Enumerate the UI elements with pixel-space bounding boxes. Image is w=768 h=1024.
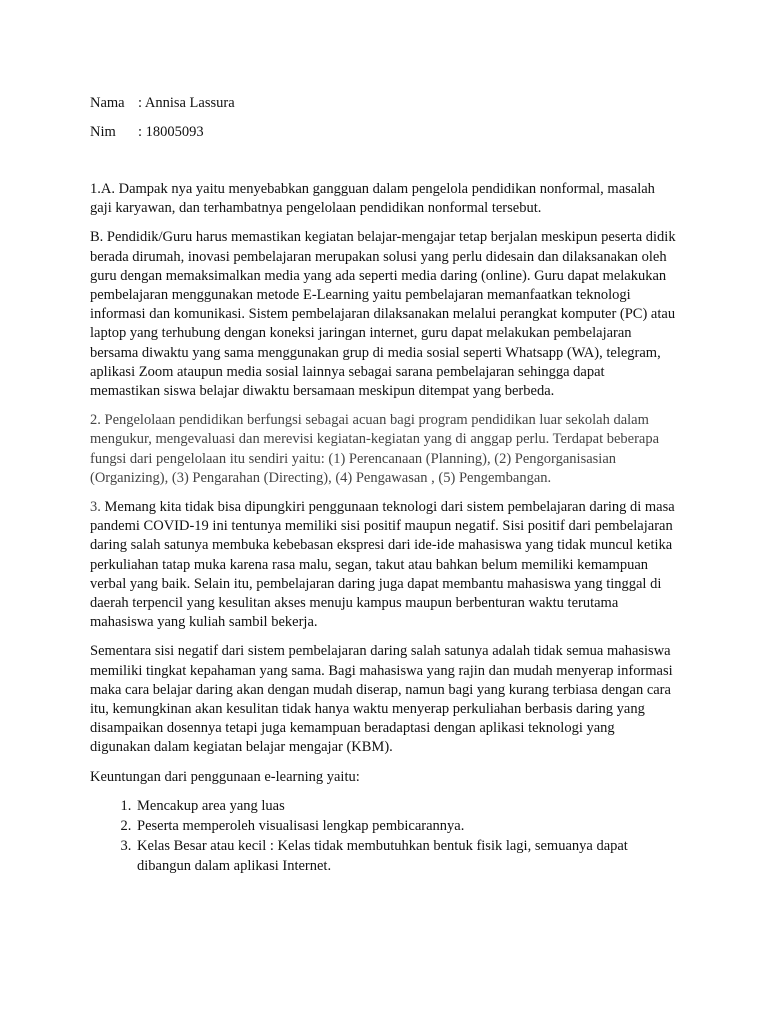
benefits-list [90,797,676,876]
list-item: 3. Kelas Besar atau kecil : Kelas tidak membutuhkan bentuk fisik lagi, semuanya dapat dibangun dalam aplikasi Internet. [135,837,676,875]
answer-3-text: Memang kita tidak bisa dipungkiri penggunaan teknologi dari sistem pembelajaran daring di masa pandemi COVID-19 ini tentunya memiliki sisi positif maupun negatif. Sisi positif dari pembelajaran daring salah satunya membuka kebebasan ekspresi dari ide-ide mahasiswa yang tidak muncul ketika perkuliahan tatap muka karena rasa malu, segan, takut atau bahkan belum memiliki kemampuan verbal yang baik. Selain itu, pembelajaran daring juga dapat membantu mahasiswa yang tinggal di daerah terpencil yang kesulitan akses menuju kampus maupun berbenturan waktu terutama mahasiswa yang kuliah sambil bekerja. [90,499,675,631]
nim-line [90,122,676,142]
answer-3-number: 3. [90,499,101,516]
answer-2: 2. Pengelolaan pendidikan berfungsi sebagai acuan bagi program pendidikan luar sekolah dalam mengukur, mengevaluasi dan merevisi kegiatan-kegiatan yang di anggap perlu. Terdapat beberapa fungsi dari pengelolaan itu sendiri yaitu: (1) Perencanaan (Planning), (2) Pengorganisasian (Organizing), (3) Pengarahan (Directing), (4) Pengawasan , (5) Pengembangan. [90,412,660,486]
nim-label: Nim [90,124,116,140]
answer-3-negative: Sementara sisi negatif dari sistem pembelajaran daring salah satunya adalah tidak semua mahasiswa memiliki tingkat kepahaman yang sama. Bagi mahasiswa yang rajin dan mudah menyerap informasi maka cara belajar daring akan dengan mudah diserap, namun bagi yang kurang terbiasa dengan cara itu, kemungkinan akan kesulitan tidak hanya waktu menyerap perkuliahan berbasis daring yang disampaikan dosennya tetapi juga kemampuan beradaptasi dengan aplikasi teknologi yang digunakan dalam kegiatan belajar mengajar (KBM). [90,643,673,756]
answer-1a: 1.A. Dampak nya yaitu menyebabkan gangguan dalam pengelola pendidikan nonformal, masalah gaji karyawan, dan terhambatnya pengelolaan pendidikan nonformal tersebut. [90,181,655,217]
answer-1b: B. Pendidik/Guru harus memastikan kegiatan belajar-mengajar tetap berjalan meskipun peserta didik berada dirumah, inovasi pembelajaran merupakan solusi yang perlu didesain dan dilaksanakan oleh guru dengan memaksimalkan media yang ada seperti media daring (online). Guru dapat melakukan pembelajaran menggunakan metode E-Learning yaitu pembelajaran memanfaatkan teknologi informasi dan komunikasi. Sistem pembelajaran dilaksanakan melalui perangkat komputer (PC) atau laptop yang terhubung dengan koneksi jaringan internet, guru dapat melakukan pembelajaran bersama diwaktu yang sama menggunakan grup di media sosial seperti Whatsapp (WA), telegram, aplikasi Zoom ataupun media sosial lainnya sebagai sarana pembelajaran sehingga dapat memastikan siswa belajar diwaktu bersamaan meskipun ditempat yang berbeda. [90,229,676,400]
benefits-intro: Keuntungan dari penggunaan e-learning yaitu: [90,768,360,785]
name-line [90,93,676,113]
answer-3 [90,498,676,632]
spacer [90,151,676,180]
list-item: 1. Mencakup area yang luas [135,797,676,816]
name-value: : Annisa Lassura [138,95,235,111]
nim-value: : 18005093 [138,124,204,140]
list-item: 2. Peserta memperoleh visualisasi lengkap pembicarannya. [135,817,676,836]
name-label: Nama [90,95,125,111]
